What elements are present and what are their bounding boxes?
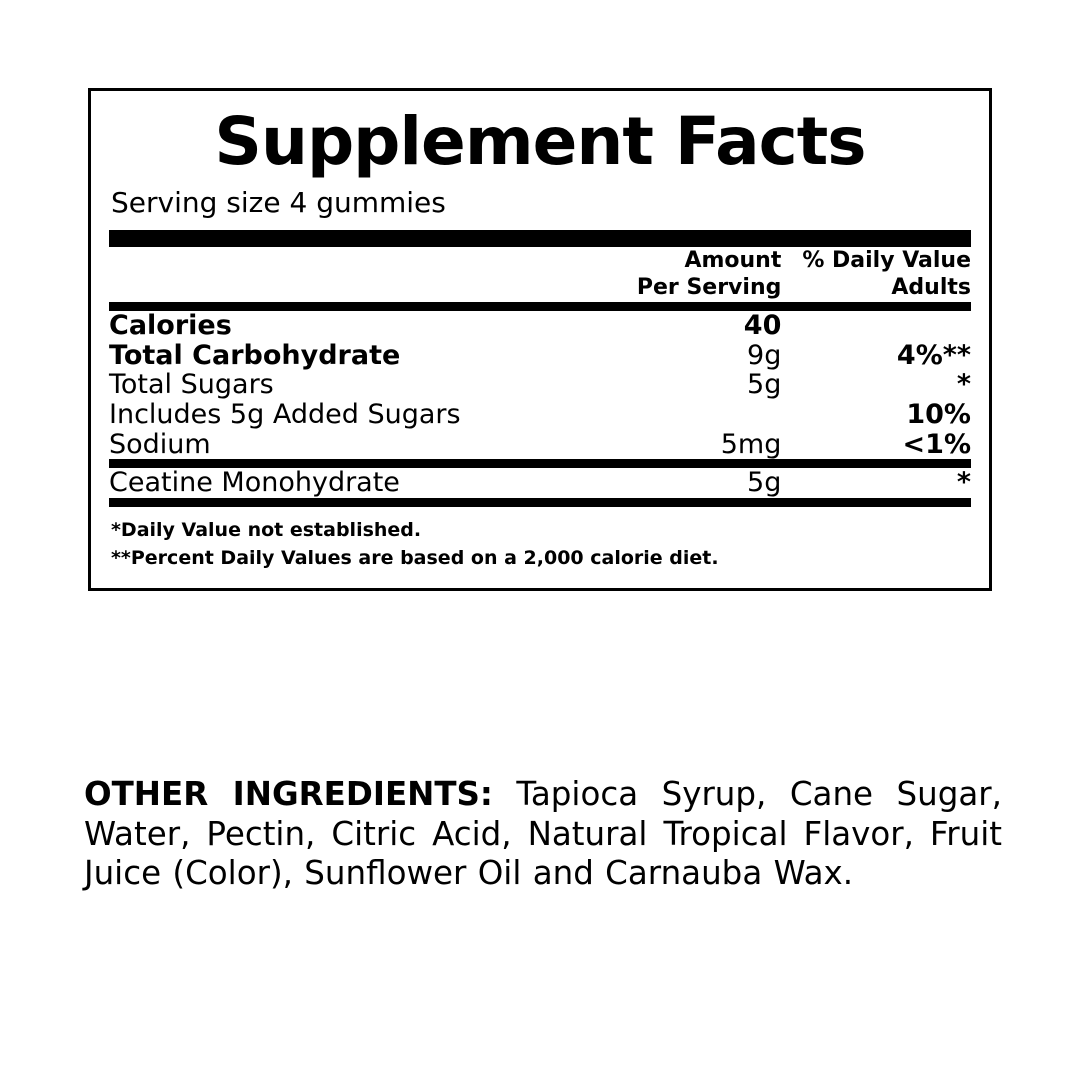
table-row (109, 311, 971, 341)
ingredient-nutrients-body (109, 468, 971, 498)
row-amount: 40 (743, 309, 782, 341)
row-amount: 5mg (720, 428, 782, 460)
row-name: Includes 5g Added Sugars (109, 398, 461, 430)
header-spacer (109, 247, 592, 302)
header-amount-line2: Per Serving (636, 275, 782, 301)
divider-thick-top (109, 230, 971, 247)
nutrients-table (109, 311, 971, 459)
facts-header-row (109, 247, 971, 302)
row-name: Total Carbohydrate (109, 339, 401, 371)
panel-title: Supplement Facts (214, 103, 866, 180)
footnote-daily-value: *Daily Value not established. (111, 519, 422, 542)
row-name: Sodium (109, 428, 211, 460)
row-daily-value: * (956, 467, 971, 499)
ingredient-nutrients-table (109, 468, 971, 498)
divider-medium-bottom (109, 498, 971, 507)
header-dv-line2: Adults (891, 275, 971, 301)
nutrients-table-body (109, 311, 971, 459)
table-row (109, 400, 971, 430)
facts-header-table (109, 247, 971, 302)
row-daily-value: 4%** (896, 339, 971, 371)
other-ingredients-text: Tapioca Syrup, Cane Sugar, Water, Pectin, Citric Acid, Natural Tropical Flavor, Fruit Juice (Color), Sunflower Oil and Carnauba Wax. (84, 775, 1002, 893)
footnotes (109, 507, 971, 572)
serving-size-text: Serving size 4 gummies (111, 186, 446, 220)
row-daily-value: 10% (906, 398, 971, 430)
other-ingredients-block (84, 775, 1002, 894)
header-amount-line1: Amount (684, 247, 782, 273)
row-amount (592, 400, 782, 430)
row-name: Total Sugars (109, 369, 274, 401)
supplement-facts-panel (88, 88, 992, 591)
row-daily-value: * (956, 369, 971, 401)
header-daily-value (781, 247, 971, 302)
row-name: Ceatine Monohydrate (109, 467, 400, 499)
row-amount: 5g (747, 467, 782, 499)
footnote-percent-daily-values: **Percent Daily Values are based on a 2,000 calorie diet. (111, 546, 719, 569)
row-name: Calories (109, 309, 232, 341)
table-row (109, 370, 971, 400)
row-daily-value (781, 311, 971, 341)
divider-medium-under-header (109, 302, 971, 311)
row-daily-value: <1% (902, 428, 971, 460)
table-row (109, 468, 971, 498)
header-dv-line1: % Daily Value (802, 247, 971, 273)
row-amount: 9g (747, 339, 782, 371)
row-amount: 5g (747, 369, 782, 401)
other-ingredients-label: OTHER INGREDIENTS: (84, 775, 493, 813)
table-row (109, 341, 971, 371)
table-row (109, 430, 971, 460)
header-amount (592, 247, 782, 302)
